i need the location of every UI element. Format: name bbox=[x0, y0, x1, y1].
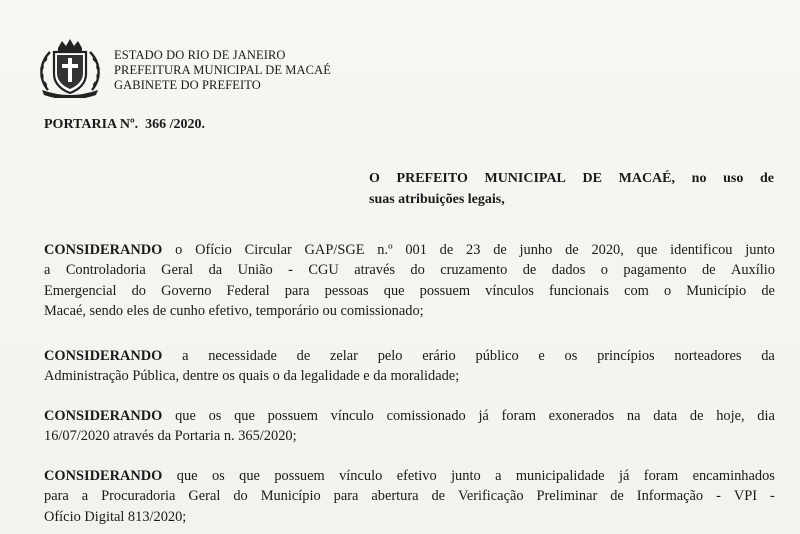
paragraph-line: Macaé, sendo eles de cunho efetivo, temporário ou comissionado; bbox=[44, 303, 424, 320]
preamble-line-1: O PREFEITO MUNICIPAL DE MACAÉ, no uso de bbox=[369, 171, 774, 186]
portaria-title: PORTARIA Nº. 366 /2020. bbox=[44, 117, 205, 132]
paragraph-line: CONSIDERANDO a necessidade de zelar pelo erário público e os princípios norteadores da bbox=[44, 348, 775, 364]
paragraph-line: Emergencial do Governo Federal para pessoas que possuem vínculos funcionais com o Município de bbox=[44, 282, 775, 299]
letterhead bbox=[114, 48, 331, 93]
considering-paragraph-3 bbox=[44, 406, 775, 447]
municipal-coat-of-arms-icon bbox=[36, 38, 104, 98]
letterhead-state: ESTADO DO RIO DE JANEIRO bbox=[114, 48, 286, 62]
considering-paragraph-4 bbox=[44, 466, 775, 527]
letterhead-municipality: PREFEITURA MUNICIPAL DE MACAÉ bbox=[114, 63, 331, 77]
paragraph-line: CONSIDERANDO o Ofício Circular GAP/SGE n.º 001 de 23 de junho de 2020, que identificou junto bbox=[44, 242, 775, 258]
paragraph-line: CONSIDERANDO que os que possuem vínculo efetivo junto a municipalidade já foram encaminhados bbox=[44, 468, 775, 484]
considering-paragraph-1 bbox=[44, 240, 775, 322]
preamble-line-2: suas atribuições legais, bbox=[369, 192, 505, 207]
preamble bbox=[369, 168, 774, 210]
paragraph-line: para a Procuradoria Geral do Município para abertura de Verificação Preliminar de Informação - VPI - bbox=[44, 488, 775, 505]
paragraph-line: Ofício Digital 813/2020; bbox=[44, 508, 187, 525]
paragraph-line: CONSIDERANDO que os que possuem vínculo comissionado já foram exonerados na data de hoje, dia bbox=[44, 408, 775, 424]
paragraph-line: 16/07/2020 através da Portaria n. 365/2020; bbox=[44, 428, 297, 445]
considering-paragraph-2 bbox=[44, 346, 775, 387]
paragraph-line: a Controladoria Geral da União - CGU através do cruzamento de dados o pagamento de Auxílio bbox=[44, 262, 775, 279]
paragraph-line: Administração Pública, dentre os quais o da legalidade e da moralidade; bbox=[44, 368, 460, 385]
letterhead-office: GABINETE DO PREFEITO bbox=[114, 78, 261, 92]
